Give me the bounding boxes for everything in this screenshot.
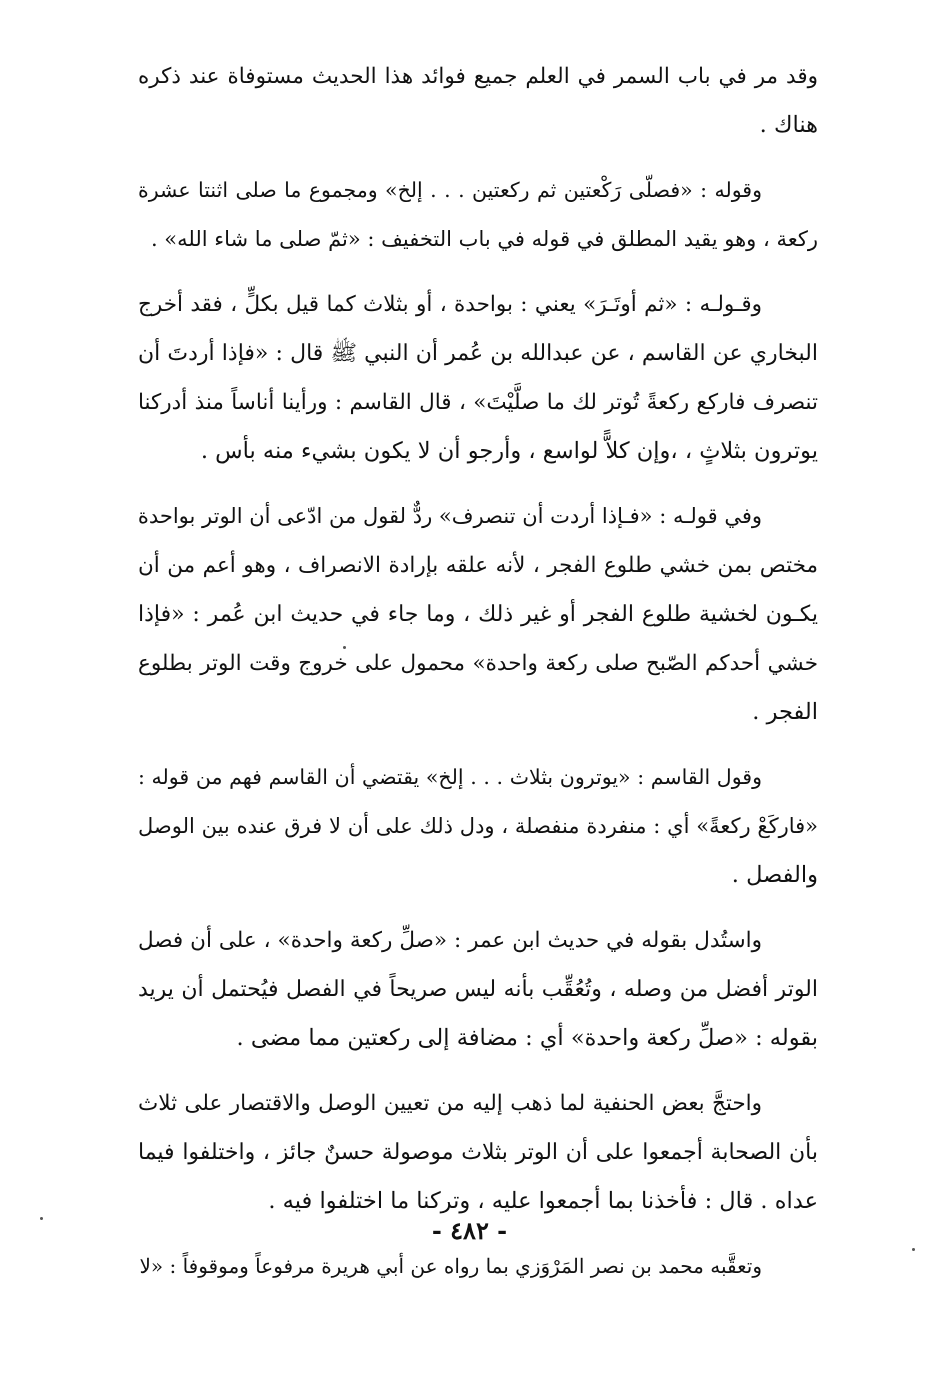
text-line: خشي أحدكم الصّبح صلى ركعة واحدة» محمول على خروج وقت الوتر بطلوع (138, 651, 818, 676)
scan-speck (343, 646, 346, 649)
text-line: وقـولـه : «ثم أوتَـرَ» يعني : بواحدة ، أو بثلاث كما قيل بكلٍّ ، فقد أخرج (138, 292, 762, 317)
text-line: هناك . (759, 112, 818, 138)
page-number: - ٤٨٢ - (431, 1216, 508, 1245)
paragraph-2 (138, 166, 818, 264)
text-line: واستُدل بقوله في حديث ابن عمر : «صلِّ ركعة واحدة» ، على أن فصل (138, 928, 762, 953)
paragraph-5 (138, 753, 818, 900)
text-line: ركعة ، وهو يقيد المطلق في قوله في باب التخفيف : «ثمّ صلى ما شاء الله» . (150, 227, 818, 251)
paragraph-3 (138, 280, 818, 476)
text-line: يوترون بثلاثٍ ، ،وإن كلاًّ لواسع ، وأرجو أن لا يكون بشيء منه بأس . (200, 438, 818, 464)
document-body (138, 52, 818, 1307)
scan-speck (40, 1217, 43, 1220)
text-line: وقوله : «فصلّى رَكْعتين ثم ركعتين . . . إلخ» ومجموع ما صلى اثنتا عشرة (138, 178, 762, 202)
text-line: الفجر . (752, 699, 818, 725)
text-line: وتعقَّبه محمد بن نصر المَرْوَزي بما رواه عن أبي هريرة مرفوعاً وموقوفاً : «لا (139, 1254, 762, 1278)
text-line: البخاري عن القاسم ، عن عبدالله بن عُمر أن النبي ﷺ قال : «فإذا أردتَ أن (138, 341, 818, 366)
text-line: «فاركَعْ ركعةً» أي : منفردة منفصلة ، ودل ذلك على أن لا فرق عنده بين الوصل (138, 814, 818, 838)
text-line: مختص بمن خشي طلوع الفجر ، لأنه علقه بإرادة الانصراف ، وهو أعم من أن (138, 553, 818, 578)
paragraph-8 (138, 1242, 818, 1291)
paragraph-6 (138, 916, 818, 1063)
paragraph-7 (138, 1079, 818, 1226)
text-line: عداه . قال : فأخذنا بما أجمعوا عليه ، وتركنا ما اختلفوا فيه . (268, 1188, 818, 1214)
text-line: تنصرف فاركع ركعةً تُوتر لك ما صلَّيْتَ» ، قال القاسم : ورأينا أناساً منذ أدركنا (138, 390, 818, 415)
scan-speck (912, 1248, 915, 1251)
paragraph-4 (138, 492, 818, 737)
text-line: وقد مر في باب السمر في العلم جميع فوائد هذا الحديث مستوفاة عند ذكره (138, 64, 818, 89)
text-line: والفصل . (731, 862, 818, 888)
paragraph-1 (138, 52, 818, 150)
text-line: وفي قولـه : «فـإذا أردت أن تنصرف» ردٌّ لقول من ادّعى أن الوتر بواحدة (137, 504, 762, 528)
text-line: الوتر أفضل من وصله ، وتُعُقِّب بأنه ليس صريحاً في الفصل فيُحتمل أن يريد (138, 977, 818, 1002)
text-line: يكـون لخشية طلوع الفجر أو غير ذلك ، وما جاء في حديث ابن عُمر : «فإذا (138, 602, 818, 627)
text-line: بأن الصحابة أجمعوا على أن الوتر بثلاث موصولة حسنٌ جائز ، واختلفوا فيما (138, 1140, 818, 1165)
text-line: وقول القاسم : «يوترون بثلاث . . . إلخ» يقتضي أن القاسم فهم من قوله : (138, 765, 762, 789)
text-line: بقوله : «صلِّ ركعة واحدة» أي : مضافة إلى ركعتين مما مضى . (236, 1025, 818, 1051)
text-line: واحتجَّ بعض الحنفية لما ذهب إليه من تعيين الوصل والاقتصار على ثلاث (138, 1091, 762, 1116)
